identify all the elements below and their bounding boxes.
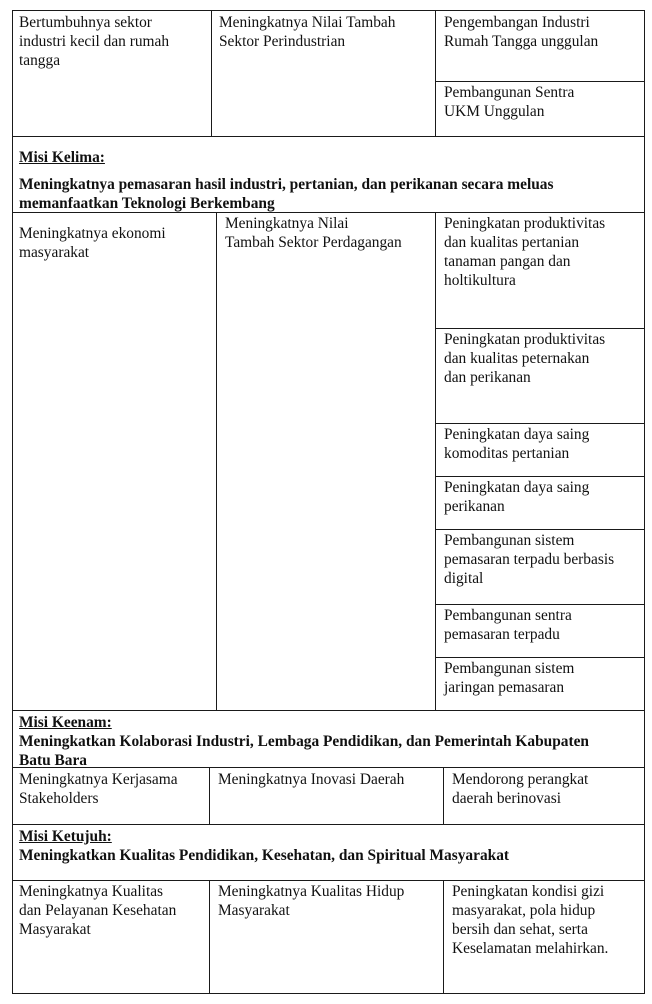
col-divider bbox=[435, 212, 436, 710]
block1-strategi-1: Pengembangan Industri Rumah Tangga unggulan bbox=[444, 14, 599, 50]
row-divider bbox=[435, 81, 645, 82]
row-divider bbox=[12, 880, 645, 881]
misi6-tujuan: Meningkatnya Kerjasama Stakeholders bbox=[19, 771, 178, 807]
misi7-description: Meningkatkan Kualitas Pendidikan, Kesehatan, dan Spiritual Masyarakat bbox=[19, 847, 510, 864]
col-divider bbox=[209, 767, 210, 824]
row-divider bbox=[435, 328, 645, 329]
misi7-header bbox=[19, 827, 641, 865]
misi5-tujuan: Meningkatnya ekonomi masyarakat bbox=[19, 225, 166, 261]
row-divider bbox=[435, 423, 645, 424]
block1-sasaran: Meningkatnya Nilai Tambah Sektor Perindustrian bbox=[219, 14, 396, 50]
misi5-strategi-1: Peningkatan produktivitas dan kualitas pertanian tanaman pangan dan holtikultura bbox=[444, 215, 606, 289]
col-divider bbox=[211, 10, 212, 136]
misi5-strategi-7: Pembangunan sistem jaringan pemasaran bbox=[444, 660, 575, 696]
row-divider bbox=[12, 824, 645, 825]
misi5-strategi-4: Peningkatan daya saing perikanan bbox=[444, 479, 590, 515]
misi6-header bbox=[19, 713, 641, 770]
misi5-strategi-2: Peningkatan produktivitas dan kualitas peternakan dan perikanan bbox=[444, 331, 606, 386]
row-divider bbox=[12, 136, 645, 137]
misi5-strategi-6: Pembangunan sentra pemasaran terpadu bbox=[444, 607, 572, 643]
col-divider bbox=[435, 10, 436, 136]
col-divider bbox=[209, 880, 210, 994]
block1-strategi-2: Pembangunan Sentra UKM Unggulan bbox=[444, 84, 575, 120]
misi7-sasaran: Meningkatnya Kualitas Hidup Masyarakat bbox=[218, 883, 405, 919]
block1-tujuan: Bertumbuhnya sektor industri kecil dan rumah tangga bbox=[19, 14, 170, 69]
table-border-left bbox=[12, 10, 13, 994]
table-border-top bbox=[12, 10, 645, 11]
table-border-bottom bbox=[12, 993, 645, 994]
misi5-sasaran: Meningkatnya Nilai Tambah Sektor Perdagangan bbox=[225, 215, 402, 251]
misi5-strategi-5: Pembangunan sistem pemasaran terpadu berbasis digital bbox=[444, 532, 615, 587]
row-divider bbox=[12, 710, 645, 711]
misi5-header bbox=[19, 148, 639, 213]
row-divider bbox=[435, 476, 645, 477]
misi6-description: Meningkatkan Kolaborasi Industri, Lembaga Pendidikan, dan Pemerintah Kabupaten Batu Bara bbox=[19, 733, 589, 769]
col-divider bbox=[216, 212, 217, 710]
col-divider bbox=[443, 767, 444, 824]
misi7-tujuan: Meningkatnya Kualitas dan Pelayanan Kesehatan Masyarakat bbox=[19, 883, 177, 938]
misi5-strategi-3: Peningkatan daya saing komoditas pertanian bbox=[444, 426, 590, 462]
misi6-sasaran: Meningkatnya Inovasi Daerah bbox=[218, 771, 405, 788]
misi5-title: Misi Kelima: bbox=[19, 149, 105, 166]
row-divider bbox=[435, 529, 645, 530]
misi6-title: Misi Keenam: bbox=[19, 714, 112, 731]
misi5-description: Meningkatnya pemasaran hasil industri, pertanian, dan perikanan secara meluas memanfaatkan Teknologi Berkembang bbox=[19, 176, 554, 212]
col-divider bbox=[443, 880, 444, 994]
row-divider bbox=[435, 657, 645, 658]
misi7-title: Misi Ketujuh: bbox=[19, 828, 112, 845]
row-divider bbox=[435, 604, 645, 605]
misi7-strategi: Peningkatan kondisi gizi masyarakat, pola hidup bersih dan sehat, serta Keselamatan melahirkan. bbox=[452, 883, 609, 957]
table-border-right bbox=[644, 10, 645, 994]
misi6-strategi: Mendorong perangkat daerah berinovasi bbox=[452, 771, 589, 807]
